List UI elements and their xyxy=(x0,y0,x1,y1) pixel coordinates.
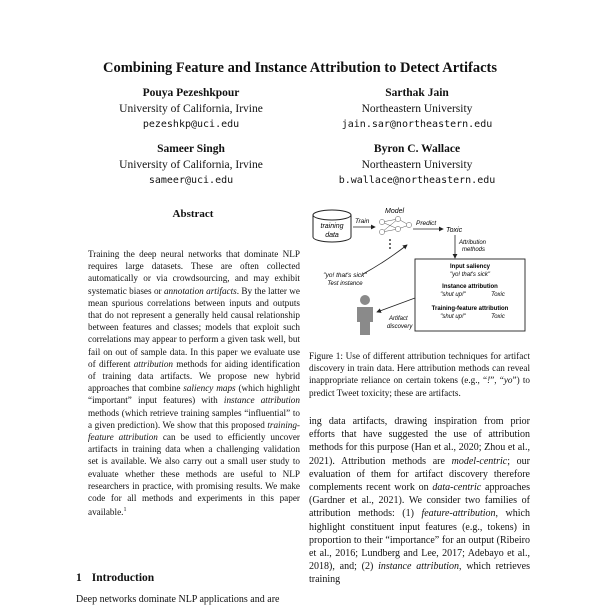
predict-label: Predict xyxy=(416,220,437,227)
figure-1 xyxy=(305,200,535,340)
method-title: Instance attribution xyxy=(442,284,498,290)
method-example: "shut up!" xyxy=(440,314,466,320)
test-arrow xyxy=(363,245,407,274)
person-icon xyxy=(357,295,373,335)
author-name: Byron C. Wallace xyxy=(373,143,461,155)
method-label: Toxic xyxy=(491,314,505,320)
author-affiliation: University of California, Irvine xyxy=(119,102,263,115)
author-block xyxy=(302,86,532,133)
artifact-label: Artifact xyxy=(389,316,408,322)
prediction-label: Toxic xyxy=(446,227,463,234)
figure-caption: Figure 1: Use of different attribution techniques for artifact discovery in train data. Here attribution methods can reveal inappropriate reliance on certain tokens (e.g., “!”, “yo”) to predict Tweet toxicity; these are artifacts. xyxy=(309,351,530,398)
artifact-arrow xyxy=(377,298,415,312)
section-heading: 1 Introduction xyxy=(76,572,155,584)
footnote-mark: 1 xyxy=(123,507,127,514)
test-instance-label: Test instance xyxy=(327,281,363,287)
artifact-label: discovery xyxy=(387,324,413,330)
author-block xyxy=(302,142,532,189)
db-label: data xyxy=(325,232,339,239)
abstract-heading: Abstract xyxy=(172,208,214,220)
author-name: Pouya Pezeshkpour xyxy=(142,87,240,99)
author-affiliation: Northeastern University xyxy=(361,158,473,171)
paper-title: Combining Feature and Instance Attribution to Detect Artifacts xyxy=(102,60,498,76)
test-instance-text: "yo! that's sick" xyxy=(323,272,367,279)
attribution-methods-label: Attribution xyxy=(459,240,487,246)
method-title: Training-feature attribution xyxy=(431,306,509,312)
author-affiliation: University of California, Irvine xyxy=(119,158,263,171)
neural-network-icon xyxy=(379,216,411,248)
body-text: ing data artifacts, drawing inspiration from prior efforts that have suggested the use of attribution methods for this purpose (Han et al., 2020; Zhou et al., 2021). Attribution methods are model-centric; our evaluation of them for artifact discovery therefore complements recent work on data-centric approaches (Gardner et al., 2021). We consider two families of attribution methods: (1) feature-attribution, which highlight constituent input features (e.g., tokens) in proportion to their “importance” for an output (Ribeiro et al., 2016; Lundberg and Lee, 2017; Adebayo et al., 2018), and; (2) instance attribution, which retrieves training xyxy=(309,416,530,586)
author-email: pezeshkp@uci.edu xyxy=(142,119,240,130)
train-label: Train xyxy=(355,218,370,225)
author-email: sameer@uci.edu xyxy=(148,175,234,186)
author-name: Sameer Singh xyxy=(157,143,225,155)
author-name: Sarthak Jain xyxy=(385,87,449,99)
method-example: "shut up!" xyxy=(440,292,466,298)
attribution-methods-label: methods xyxy=(462,247,486,253)
intro-first-line: Deep networks dominate NLP applications and are xyxy=(76,594,280,605)
method-example: "yo! that's sick" xyxy=(449,272,491,278)
method-title: Input saliency xyxy=(449,264,491,270)
abstract-text: Training the deep neural networks that dominate NLP requires large datasets. These are often collected automatically or via crowdsourcing, and may exhibit systematic biases or annotation artifacts. By the latter we mean spurious correlations between inputs and outputs that do not represent a generally held causal relationship between features and classes; models that exploit such correlations may appear to perform a given task well, but fail on out of sample data. In this paper we evaluate use of different attribution methods for aiding identification of training data artifacts. We propose new hybrid approaches that combine saliency maps (which highlight “important” input features) with instance attribution methods (which retrieve training samples “influential” to a given prediction). We show that this proposed training-feature attribution can be used to efficiently uncover artifacts in training data when a challenging validation set is available. We also carry out a small user study to evaluate whether these methods are useful to NLP researchers in practice, with promising results. We make code for all methods and experiments in this paper available.$^1$ xyxy=(88,249,300,518)
author-email: b.wallace@northeastern.edu xyxy=(338,175,496,186)
author-block xyxy=(76,86,306,133)
author-email: jain.sar@northeastern.edu xyxy=(341,119,493,130)
model-label: Model xyxy=(385,208,405,215)
author-affiliation: Northeastern University xyxy=(361,102,473,115)
db-label: training xyxy=(320,223,344,230)
author-block xyxy=(76,142,306,189)
method-label: Toxic xyxy=(491,292,505,298)
